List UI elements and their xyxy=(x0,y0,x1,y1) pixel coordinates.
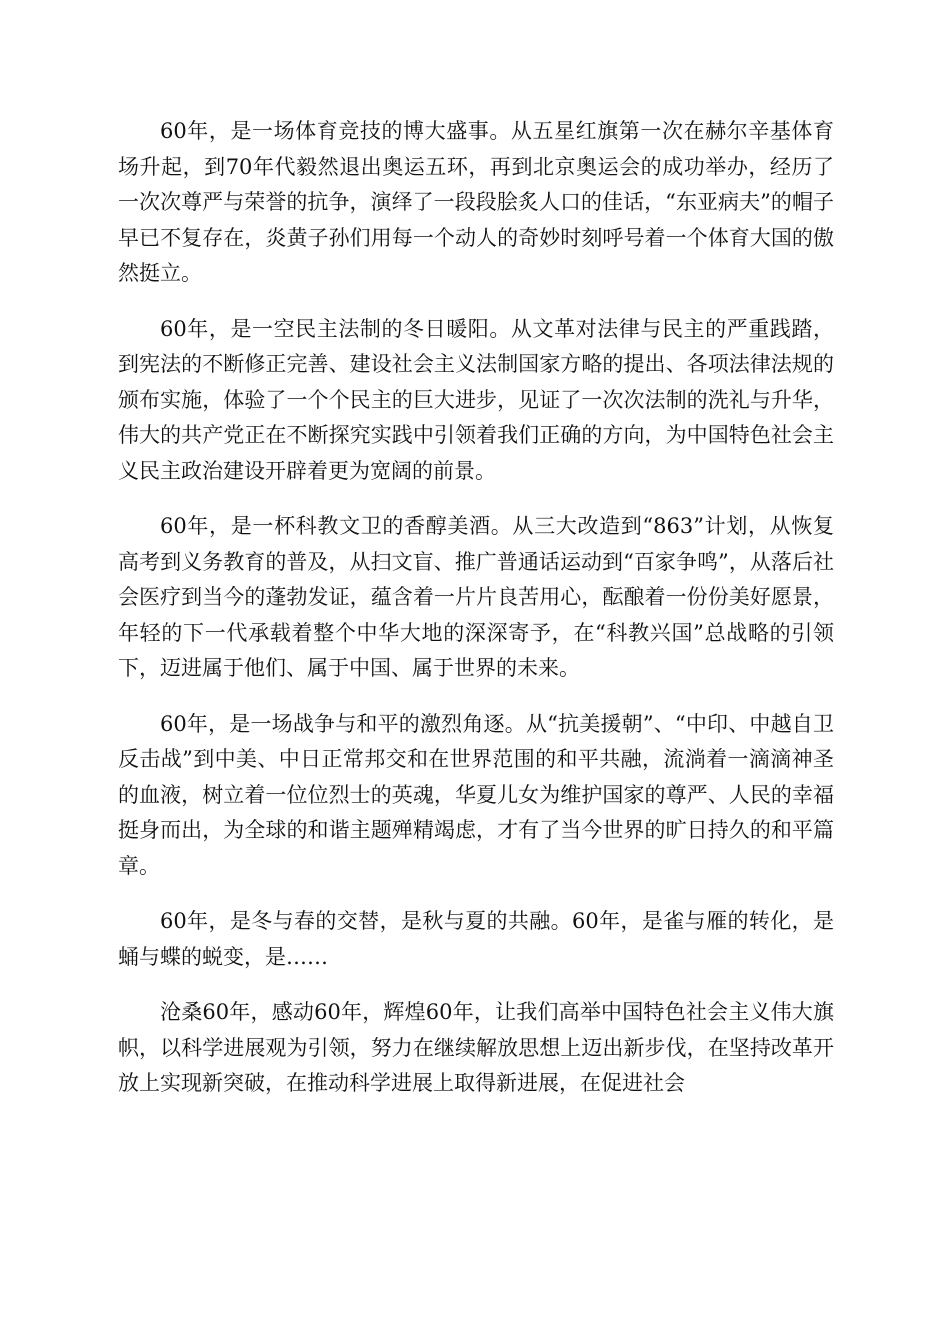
paragraph-science-education: 60年，是一杯科教文卫的香醇美酒。从三大改造到“863”计划，从恢复高考到义务教育的普及，从扫文盲、推广普通话运动到“百家争鸣”，从落后社会医疗到当今的蓬勃发证，蕴含着一片片良苦用心，酝酿着一份份美好愿景，年轻的下一代承载着整个中华大地的深深寄予，在“科教兴国”总战略的引领下，迈进属于他们、属于中国、属于世界的未来。 xyxy=(118,514,834,680)
paragraph-war-peace: 60年，是一场战争与和平的激烈角逐。从“抗美援朝”、“中印、中越自卫反击战”到中美、中日正常邦交和在世界范围的和平共融，流淌着一滴滴神圣的血液，树立着一位位烈士的英魂，华夏儿女为维护国家的尊严、人民的幸福挺身而出，为全球的和谐主题殚精竭虑，才有了当今世界的旷日持久的和平篇章。 xyxy=(118,711,834,878)
paragraph-sports: 60年，是一场体育竞技的博大盛事。从五星红旗第一次在赫尔辛基体育场升起，到70年代毅然退出奥运五环，再到北京奥运会的成功举办，经历了一次次尊严与荣誉的抗争，演绎了一段段脍炙人口的佳话，“东亚病夫”的帽子早已不复存在，炎黄子孙们用每一个动人的奇妙时刻呼号着一个体育大国的傲然挺立。 xyxy=(118,119,834,285)
paragraph-democracy-law: 60年，是一空民主法制的冬日暖阳。从文革对法律与民主的严重践踏，到宪法的不断修正完善、建设社会主义法制国家方略的提出、各项法律法规的颁布实施，体验了一个个民主的巨大进步，见证了一次次法制的洗礼与升华，伟大的共产党正在不断探究实践中引领着我们正确的方向，为中国特色社会主义民主政治建设开辟着更为宽阔的前景。 xyxy=(118,316,834,483)
paragraph-conclusion: 沧桑60年，感动60年，辉煌60年，让我们高举中国特色社会主义伟大旗帜，以科学进展观为引领，努力在继续解放思想上迈出新步伐，在坚持改革开放上实现新突破，在推动科学进展上取得新进展，在促进社会 xyxy=(118,1000,834,1095)
document-body xyxy=(118,114,834,1122)
paragraph-seasons: 60年，是冬与春的交替，是秋与夏的共融。60年，是雀与雁的转化，是蛹与蝶的蜕变，是…… xyxy=(118,909,834,969)
